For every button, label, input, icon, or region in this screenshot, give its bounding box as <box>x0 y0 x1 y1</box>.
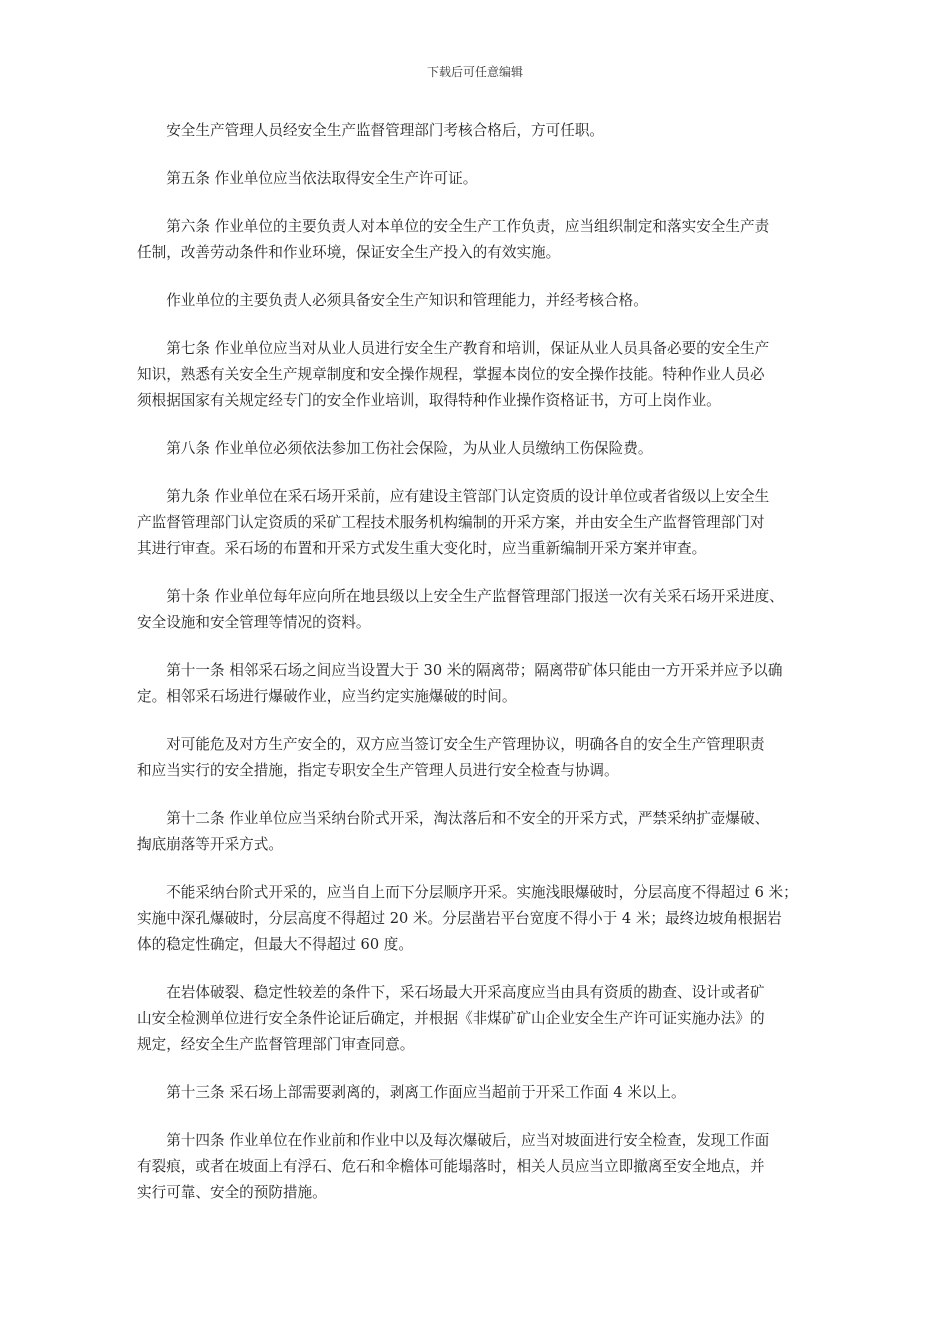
paragraph <box>137 1080 837 1106</box>
paragraph <box>137 484 837 562</box>
paragraph-line: 实行可靠、安全的预防措施。 <box>137 1184 327 1201</box>
document-body <box>137 118 837 1228</box>
paragraph <box>137 436 837 462</box>
paragraph-line: 掏底崩落等开采方式。 <box>137 836 283 853</box>
paragraph-line: 安全设施和安全管理等情况的资料。 <box>137 614 371 631</box>
paragraph <box>137 584 837 636</box>
paragraph <box>137 1128 837 1206</box>
paragraph <box>137 336 837 414</box>
paragraph-line: 第十四条 作业单位在作业前和作业中以及每次爆破后，应当对坡面进行安全检查，发现工作面 <box>166 1132 770 1149</box>
paragraph-line: 山安全检测单位进行安全条件论证后确定，并根据《非煤矿矿山企业安全生产许可证实施办法》的 <box>137 1010 765 1027</box>
paragraph <box>137 980 837 1058</box>
paragraph-line: 定。相邻采石场进行爆破作业，应当约定实施爆破的时间。 <box>137 688 517 705</box>
paragraph <box>137 880 837 958</box>
paragraph-line: 安全生产管理人员经安全生产监督管理部门考核合格后，方可任职。 <box>166 122 605 139</box>
paragraph-line: 第十二条 作业单位应当采纳台阶式开采，淘汰落后和不安全的开采方式，严禁采纳扩壶爆破、 <box>166 810 770 827</box>
paragraph-line: 有裂痕，或者在坡面上有浮石、危石和伞檐体可能塌落时，相关人员应当立即撤离至安全地点，并 <box>137 1158 765 1175</box>
paragraph-line: 作业单位的主要负责人必须具备安全生产知识和管理能力，并经考核合格。 <box>166 292 648 309</box>
paragraph-line: 体的稳定性确定，但最大不得超过 60 度。 <box>137 936 413 953</box>
paragraph-line: 第十一条 相邻采石场之间应当设置大于 30 米的隔离带；隔离带矿体只能由一方开采并应予以确 <box>166 662 783 679</box>
paragraph <box>137 214 837 266</box>
paragraph-line: 任制，改善劳动条件和作业环境，保证安全生产投入的有效实施。 <box>137 244 561 261</box>
paragraph-line: 和应当实行的安全措施，指定专职安全生产管理人员进行安全检查与协调。 <box>137 762 619 779</box>
paragraph-line: 须根据国家有关规定经专门的安全作业培训，取得特种作业操作资格证书，方可上岗作业。 <box>137 392 721 409</box>
paragraph-line: 在岩体破裂、稳定性较差的条件下，采石场最大开采高度应当由具有资质的勘查、设计或者矿 <box>166 984 765 1001</box>
paragraph-line: 不能采纳台阶式开采的，应当自上而下分层顺序开采。实施浅眼爆破时，分层高度不得超过 6 米； <box>166 884 798 901</box>
paragraph-line: 其进行审查。采石场的布置和开采方式发生重大变化时，应当重新编制开采方案并审查。 <box>137 540 707 557</box>
paragraph <box>137 118 837 144</box>
paragraph-line: 知识，熟悉有关安全生产规章制度和安全操作规程，掌握本岗位的安全操作技能。特种作业人员必 <box>137 366 765 383</box>
paragraph <box>137 658 837 710</box>
paragraph-line: 第十条 作业单位每年应向所在地县级以上安全生产监督管理部门报送一次有关采石场开采进度、 <box>166 588 784 605</box>
paragraph <box>137 806 837 858</box>
paragraph-line: 对可能危及对方生产安全的，双方应当签订安全生产管理协议，明确各自的安全生产管理职责 <box>166 736 765 753</box>
paragraph-line: 实施中深孔爆破时，分层高度不得超过 20 米。分层凿岩平台宽度不得小于 4 米；最终边坡角根据岩 <box>137 910 782 927</box>
paragraph-line: 产监督管理部门认定资质的采矿工程技术服务机构编制的开采方案，并由安全生产监督管理部门对 <box>137 514 765 531</box>
paragraph-line: 第五条 作业单位应当依法取得安全生产许可证。 <box>166 170 478 187</box>
paragraph-line: 第九条 作业单位在采石场开采前，应有建设主管部门认定资质的设计单位或者省级以上安全生 <box>166 488 770 505</box>
paragraph-line: 第十三条 采石场上部需要剥离的，剥离工作面应当超前于开采工作面 4 米以上。 <box>166 1084 686 1101</box>
paragraph <box>137 732 837 784</box>
paragraph-line: 规定，经安全生产监督管理部门审查同意。 <box>137 1036 415 1053</box>
paragraph-line: 第六条 作业单位的主要负责人对本单位的安全生产工作负责，应当组织制定和落实安全生产责 <box>166 218 770 235</box>
paragraph <box>137 288 837 314</box>
paragraph <box>137 166 837 192</box>
page-header: 下载后可任意编辑 <box>426 65 523 79</box>
paragraph-line: 第八条 作业单位必须依法参加工伤社会保险，为从业人员缴纳工伤保险费。 <box>166 440 653 457</box>
paragraph-line: 第七条 作业单位应当对从业人员进行安全生产教育和培训，保证从业人员具备必要的安全生产 <box>166 340 770 357</box>
